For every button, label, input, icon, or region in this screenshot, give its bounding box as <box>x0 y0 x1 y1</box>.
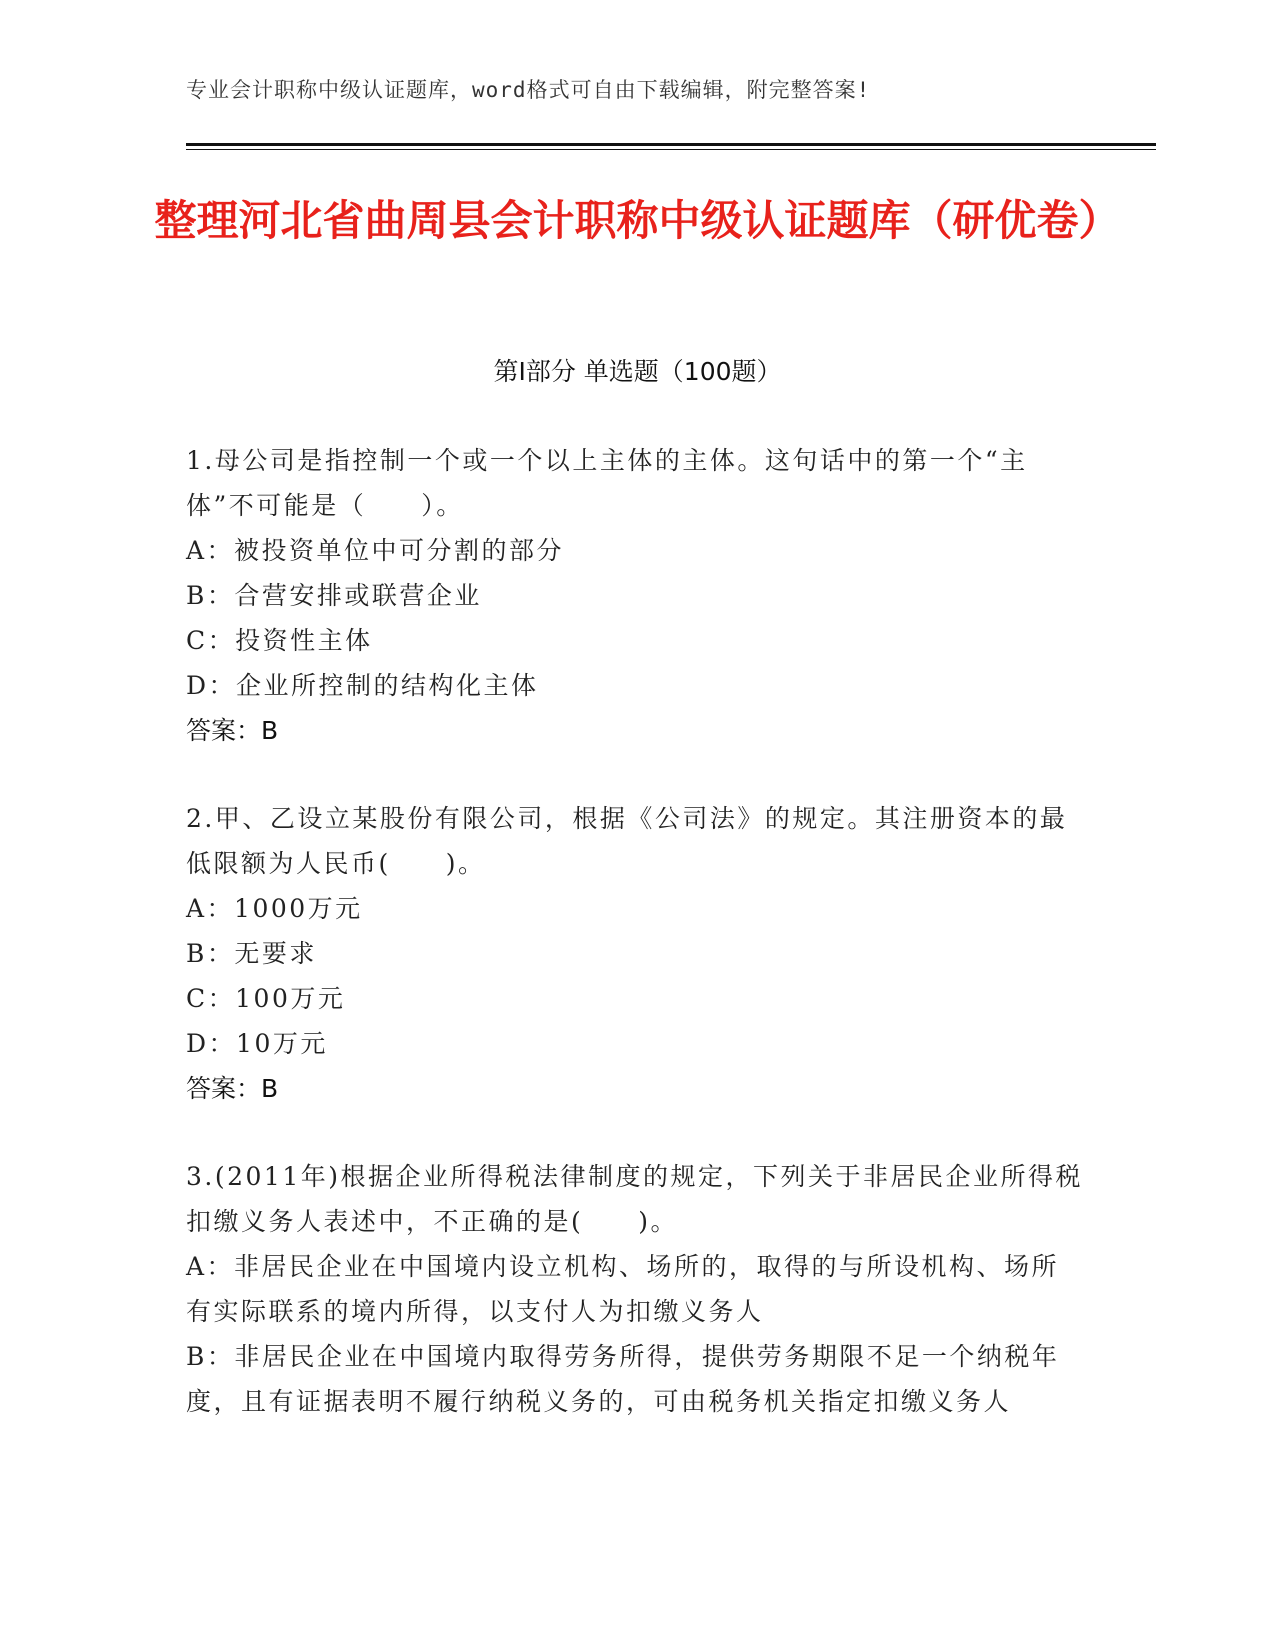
question-1 <box>186 438 1086 753</box>
document-title: 整理河北省曲周县会计职称中级认证题库（研优卷） <box>154 196 1121 245</box>
question-option-d: D：企业所控制的结构化主体 <box>186 671 539 700</box>
question-option-b: B：合营安排或联营企业 <box>186 581 482 610</box>
question-3 <box>186 1154 1086 1424</box>
header-rule-thin <box>186 149 1156 150</box>
question-option-a: A：被投资单位中可分割的部分 <box>186 536 565 565</box>
question-stem: 3.(2011年)根据企业所得税法律制度的规定，下列关于非居民企业所得税扣缴义务人表述中，不正确的是( )。 <box>186 1162 1083 1236</box>
question-option-b: B：无要求 <box>186 939 317 968</box>
question-list <box>186 438 1086 1467</box>
question-stem: 2.甲、乙设立某股份有限公司，根据《公司法》的规定。其注册资本的最低限额为人民币( )。 <box>186 804 1068 878</box>
question-option-a: A：非居民企业在中国境内设立机构、场所的，取得的与所设机构、场所有实际联系的境内所得，以支付人为扣缴义务人 <box>186 1252 1060 1326</box>
question-stem: 1.母公司是指控制一个或一个以上主体的主体。这句话中的第一个“主体”不可能是（ ）。 <box>186 446 1028 520</box>
question-option-c: C：投资性主体 <box>186 626 373 655</box>
question-answer: 答案：B <box>186 1074 279 1103</box>
question-2 <box>186 796 1086 1111</box>
question-option-b: B：非居民企业在中国境内取得劳务所得，提供劳务期限不足一个纳税年度，且有证据表明不履行纳税义务的，可由税务机关指定扣缴义务人 <box>186 1342 1060 1416</box>
question-answer: 答案：B <box>186 716 279 745</box>
question-option-c: C：100万元 <box>186 984 346 1013</box>
question-option-d: D：10万元 <box>186 1029 328 1058</box>
section-title: 第Ⅰ部分 单选题（100题） <box>493 357 782 386</box>
header-rule-thick <box>186 143 1156 146</box>
question-option-a: A：1000万元 <box>186 894 363 923</box>
header-note: 专业会计职称中级认证题库，word格式可自由下载编辑，附完整答案! <box>186 78 871 102</box>
